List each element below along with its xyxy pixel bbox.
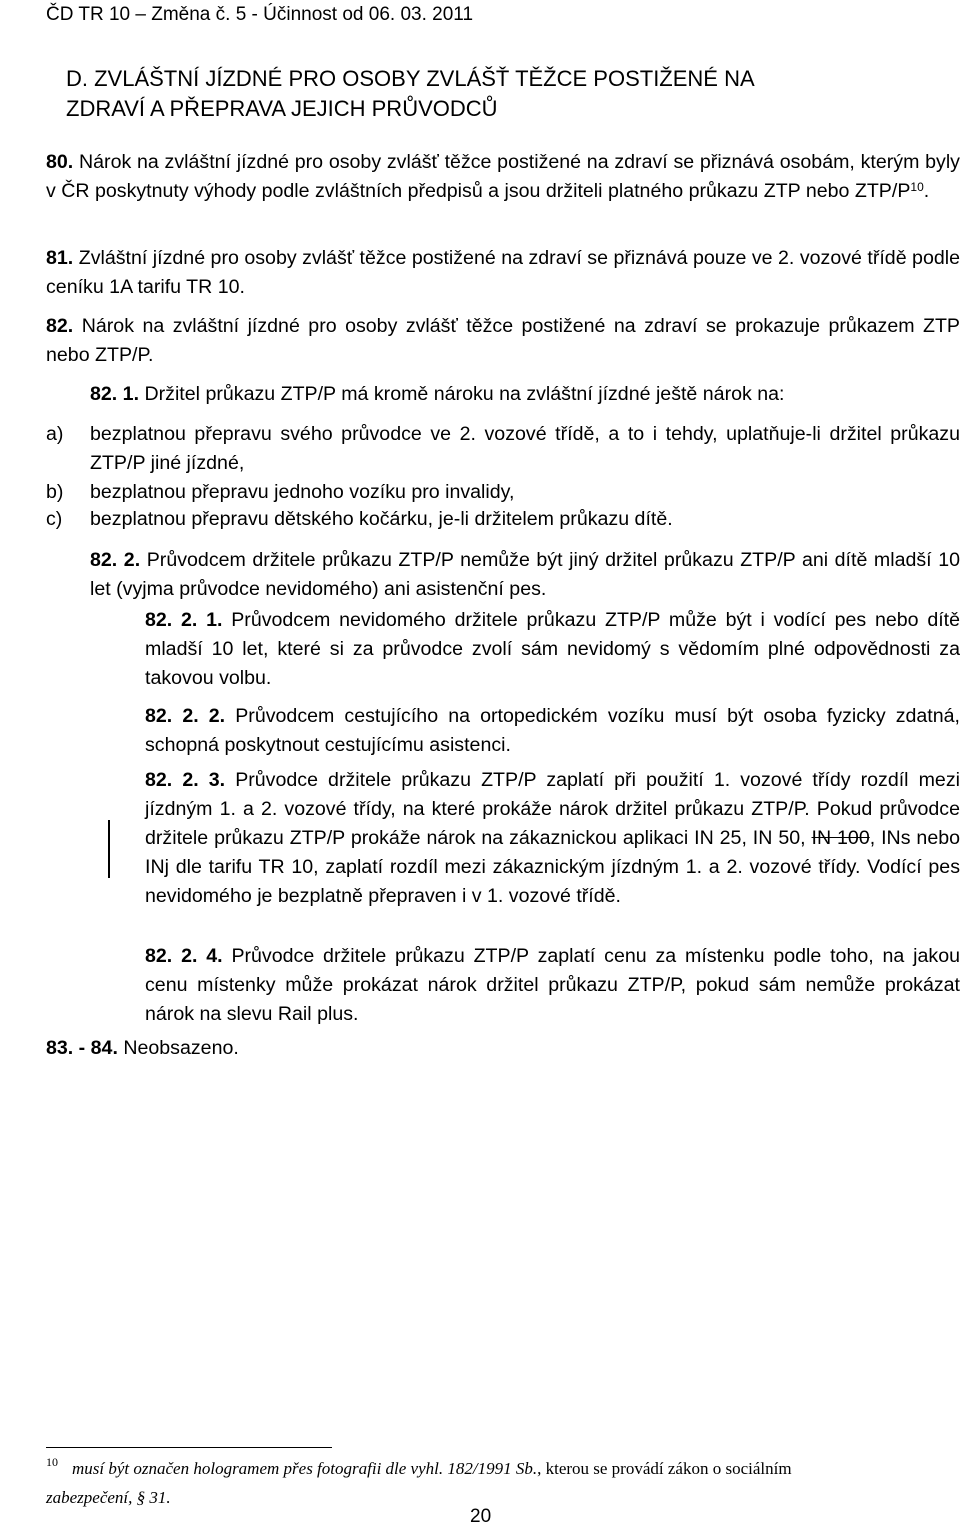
paragraph-number: 82. bbox=[46, 315, 74, 337]
paragraph-82-1 bbox=[90, 380, 960, 409]
footnote-mark: 10 bbox=[46, 1455, 58, 1469]
paragraph-text: Průvodce držitele průkazu ZTP/P zaplatí při použití 1. vozové třídy rozdíl mezi jízdným 1. a 2. vozové třídy, na které prokáže nárok držitel průkazu ZTP/P. Pokud průvodce držitele průkazu ZTP/P prokáže nárok na zákaznickou aplikaci IN 25, IN 50, bbox=[145, 769, 960, 849]
paragraph-text: Průvodcem cestujícího na ortopedickém vozíku musí být osoba fyzicky zdatná, schopná poskytnout cestujícímu asistenci. bbox=[145, 705, 960, 756]
paragraph-82 bbox=[46, 312, 960, 370]
footnote-italic: musí být označen hologramem přes fotografii dle vyhl. 182/1991 Sb. bbox=[72, 1459, 538, 1478]
list-label: c) bbox=[46, 508, 63, 530]
footnote-separator bbox=[46, 1447, 332, 1448]
section-heading bbox=[66, 64, 946, 124]
running-header: ČD TR 10 – Změna č. 5 - Účinnost od 06. 03. 2011 bbox=[46, 4, 474, 25]
list-text: bezplatnou přepravu svého průvodce ve 2. vozové třídě, a to i tehdy, uplatňuje-li držitel průkazu ZTP/P jiné jízdné, bbox=[90, 423, 960, 474]
paragraph-text-cont: , INs nebo INj dle tarifu TR 10, zaplatí rozdíl mezi zákaznickým jízdným 1. a 2. vozové třídy. Vodící pes nevidomého je bezplatně přepraven i v 1. vozové třídě. bbox=[145, 827, 960, 907]
footnote bbox=[46, 1455, 960, 1511]
paragraph-text: Zvláštní jízdné pro osoby zvlášť těžce postižené na zdraví se přiznává pouze ve 2. vozové třídě podle ceníku 1A tarifu TR 10. bbox=[46, 247, 960, 298]
paragraph-number: 82. 2. 4. bbox=[145, 945, 223, 967]
paragraph-82-2-1 bbox=[145, 606, 960, 693]
page-number: 20 bbox=[470, 1506, 492, 1527]
paragraph-82-2 bbox=[90, 546, 960, 604]
paragraph-number: 82. 1. bbox=[90, 383, 140, 405]
change-bar bbox=[108, 820, 110, 878]
paragraph-text: Nárok na zvláštní jízdné pro osoby zvlášť těžce postižené na zdraví se prokazuje průkazem ZTP nebo ZTP/P. bbox=[46, 315, 960, 366]
paragraph-number: 82. 2. 3. bbox=[145, 769, 226, 791]
list-text: bezplatnou přepravu dětského kočárku, je-li držitelem průkazu dítě. bbox=[90, 508, 673, 530]
paragraph-81 bbox=[46, 244, 960, 302]
paragraph-text: Průvodce držitele průkazu ZTP/P zaplatí cenu za místenku podle toho, na jakou cenu místenky může prokázat nárok držitel průkazu ZTP/P, pokud sám nemůže prokázat nárok na slevu Rail plus. bbox=[145, 945, 960, 1025]
footnote-reference: 10 bbox=[910, 180, 924, 194]
paragraph-number: 81. bbox=[46, 247, 74, 269]
paragraph-text: Nárok na zvláštní jízdné pro osoby zvlášť těžce postižené na zdraví se přiznává osobám, kterým byly v ČR poskytnuty výhody podle zvláštních předpisů a jsou držiteli platného průkazu ZTP nebo ZTP/P bbox=[46, 151, 960, 202]
paragraph-text: Držitel průkazu ZTP/P má kromě nároku na zvláštní jízdné ještě nárok na: bbox=[144, 383, 785, 405]
paragraph-83-84 bbox=[46, 1034, 960, 1063]
section-heading-line-1: D. ZVLÁŠTNÍ JÍZDNÉ PRO OSOBY ZVLÁŠŤ TĚŽCE POSTIŽENÉ NA bbox=[66, 66, 755, 91]
paragraph-80: 80. Nárok na zvláštní jízdné pro osoby zvlášť těžce postižené na zdraví se přiznává osobám, kterým byly v ČR poskytnuty výhody podle zvláštních předpisů a jsou držiteli platného průkazu ZTP nebo ZTP/$P^{10}$. bbox=[46, 151, 960, 202]
section-heading-line-2: ZDRAVÍ A PŘEPRAVA JEJICH PRŮVODCŮ bbox=[66, 96, 498, 121]
list-label: b) bbox=[46, 481, 64, 503]
list-text: bezplatnou přepravu jednoho vozíku pro invalidy, bbox=[90, 481, 515, 503]
footnote-text: , kterou se provádí zákon o sociálním bbox=[537, 1459, 792, 1478]
paragraph-text: Průvodcem nevidomého držitele průkazu ZTP/P může být i vodící pes nebo dítě mladší 10 let, které si za průvodce zvolí sám nevidomý s vědomím plné odpovědnosti za takovou volbu. bbox=[145, 609, 960, 689]
paragraph-82-2-3 bbox=[145, 766, 960, 911]
paragraph-number: 82. 2. 2. bbox=[145, 705, 226, 727]
struck-text: IN 100 bbox=[811, 827, 870, 849]
paragraph-number: 80. bbox=[46, 151, 74, 173]
paragraph-82-2-4 bbox=[145, 942, 960, 1029]
paragraph-number: 82. 2. 1. bbox=[145, 609, 223, 631]
paragraph-number: 83. - 84. bbox=[46, 1037, 118, 1059]
paragraph-text: Průvodcem držitele průkazu ZTP/P nemůže být jiný držitel průkazu ZTP/P ani dítě mladší 10 let (vyjma průvodce nevidomého) ani asistenční pes. bbox=[90, 549, 960, 600]
paragraph-82-2-2 bbox=[145, 702, 960, 760]
list-label: a) bbox=[46, 423, 64, 445]
paragraph-number: 82. 2. bbox=[90, 549, 141, 571]
paragraph-text: Neobsazeno. bbox=[123, 1037, 239, 1059]
footnote-italic-2: zabezpečení, § 31. bbox=[46, 1488, 171, 1507]
